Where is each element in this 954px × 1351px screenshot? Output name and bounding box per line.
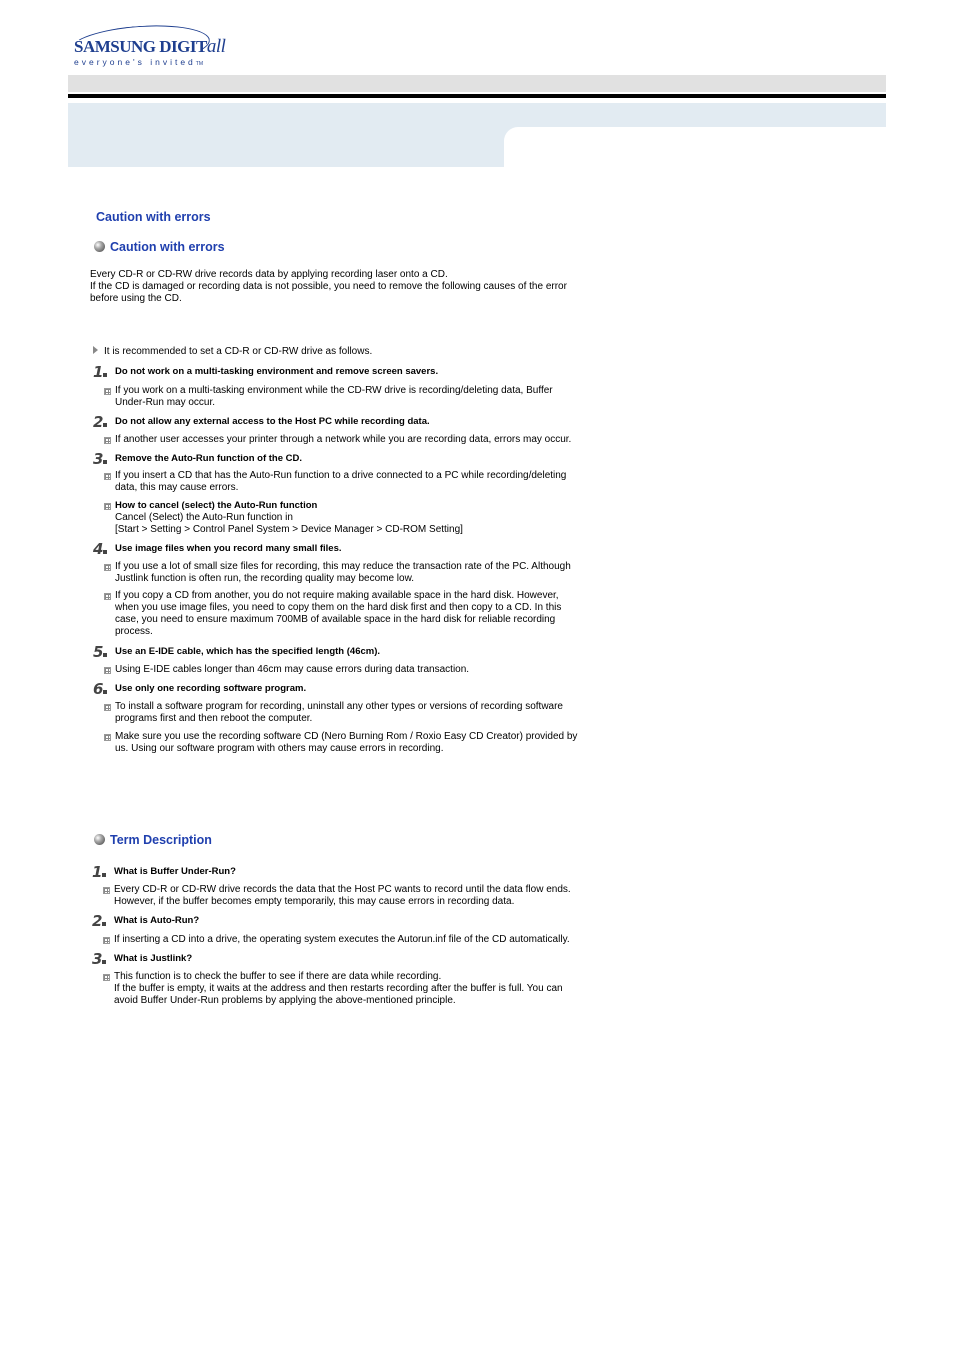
logo-tagline: everyone's invitedTM xyxy=(74,57,204,67)
header-banner xyxy=(68,103,886,127)
header-banner-corner xyxy=(504,127,544,167)
header-rule xyxy=(68,94,886,98)
note-mark-icon xyxy=(104,388,111,395)
note-mark-icon xyxy=(104,564,111,571)
item-title: Use only one recording software program. xyxy=(115,683,307,694)
item-note: If you insert a CD that has the Auto-Run function to a drive connected to a PC while recording/deleting data, this may cause errors. xyxy=(115,470,567,493)
recommend-note: It is recommended to set a CD-R or CD-RW drive as follows. xyxy=(93,346,372,357)
number-icon: 1 xyxy=(92,863,106,881)
number-icon: 5 xyxy=(93,643,107,661)
term-title: What is Justlink? xyxy=(114,953,193,964)
term-title: What is Buffer Under-Run? xyxy=(114,866,236,877)
item-note: If another user accesses your printer through a network while you are recording data, errors may occur. xyxy=(115,434,572,445)
arrow-right-icon xyxy=(93,346,98,354)
header-grey-bar xyxy=(68,75,886,92)
item-note: If you use a lot of small size files for recording, this may reduce the transaction rate of the PC. Although Justlink function is often run, the recording quality may become low. xyxy=(115,561,571,584)
item-note: To install a software program for recording, uninstall any other types or versions of recording software programs first and then reboot the computer. xyxy=(115,701,563,724)
term-title: What is Auto-Run? xyxy=(114,915,200,926)
term-text: Every CD-R or CD-RW drive records the data that the Host PC wants to record until the data flow ends. However, if the buffer becomes empty temporarily, this may cause errors in recording data. xyxy=(114,884,571,907)
number-icon: 4 xyxy=(93,540,107,558)
item-title: Remove the Auto-Run function of the CD. xyxy=(115,453,302,464)
note-mark-icon xyxy=(103,937,110,944)
item-note: Using E-IDE cables longer than 46cm may cause errors during data transaction. xyxy=(115,664,470,675)
number-icon: 3 xyxy=(92,950,106,968)
item-note: Make sure you use the recording software CD (Nero Burning Rom / Roxio Easy CD Creator) provided by us. Using our software program with others may cause errors in recording. xyxy=(115,731,578,754)
samsung-logo xyxy=(70,24,226,68)
section-heading-terms: Term Description xyxy=(94,833,212,847)
number-icon: 2 xyxy=(93,413,107,431)
note-mark-icon xyxy=(104,473,111,480)
note-mark-icon xyxy=(103,887,110,894)
page-title: Caution with errors xyxy=(96,210,211,224)
term-text: This function is to check the buffer to see if there are data while recording. If the buffer is empty, it waits at the address and then restarts recording after the buffer is full. You can avoid Buffer Under-Run problems by applying the above-mentioned principle. xyxy=(114,971,563,1006)
item-title: Use an E-IDE cable, which has the specified length (46cm). xyxy=(115,646,381,657)
item-title: Do not allow any external access to the Host PC while recording data. xyxy=(115,416,430,427)
bullet-ball-icon xyxy=(94,241,105,252)
number-icon: 2 xyxy=(92,912,106,930)
section-heading-caution: Caution with errors xyxy=(94,240,225,254)
note-mark-icon xyxy=(104,437,111,444)
number-icon: 3 xyxy=(93,450,107,468)
bullet-ball-icon xyxy=(94,834,105,845)
note-mark-icon xyxy=(104,704,111,711)
logo-wordmark: SAMSUNG DIGITall xyxy=(74,36,226,57)
item-note: If you work on a multi-tasking environment while the CD-RW drive is recording/deleting data, Buffer Under-Run may occur. xyxy=(115,385,553,408)
note-mark-icon xyxy=(104,593,111,600)
header-banner-tab xyxy=(68,127,504,167)
note-mark-icon xyxy=(104,667,111,674)
item-title: Use image files when you record many small files. xyxy=(115,543,342,554)
note-mark-icon xyxy=(104,734,111,741)
term-text: If inserting a CD into a drive, the operating system executes the Autorun.inf file of the CD automatically. xyxy=(114,934,570,945)
item-note: If you copy a CD from another, you do not require making available space in the hard disk. However, when you use image files, you need to copy them on the hard disk first and then copy to a CD. In this case, you need to ensure maximum 700MB of available space in the hard disk for reliable recording process. xyxy=(115,590,562,637)
note-mark-icon xyxy=(104,503,111,510)
item-title: Do not work on a multi-tasking environment and remove screen savers. xyxy=(115,366,439,377)
number-icon: 1 xyxy=(93,363,107,381)
howto-block: How to cancel (select) the Auto-Run function Cancel (Select) the Auto-Run function in [Start > Setting > Control Panel System > Device Manager > CD-ROM Setting] xyxy=(115,500,463,535)
number-icon: 6 xyxy=(93,680,107,698)
intro-paragraph: Every CD-R or CD-RW drive records data by applying recording laser onto a CD. If the CD is damaged or recording data is not possible, you need to remove the following causes of the error before using the CD. xyxy=(90,269,567,304)
note-mark-icon xyxy=(103,974,110,981)
